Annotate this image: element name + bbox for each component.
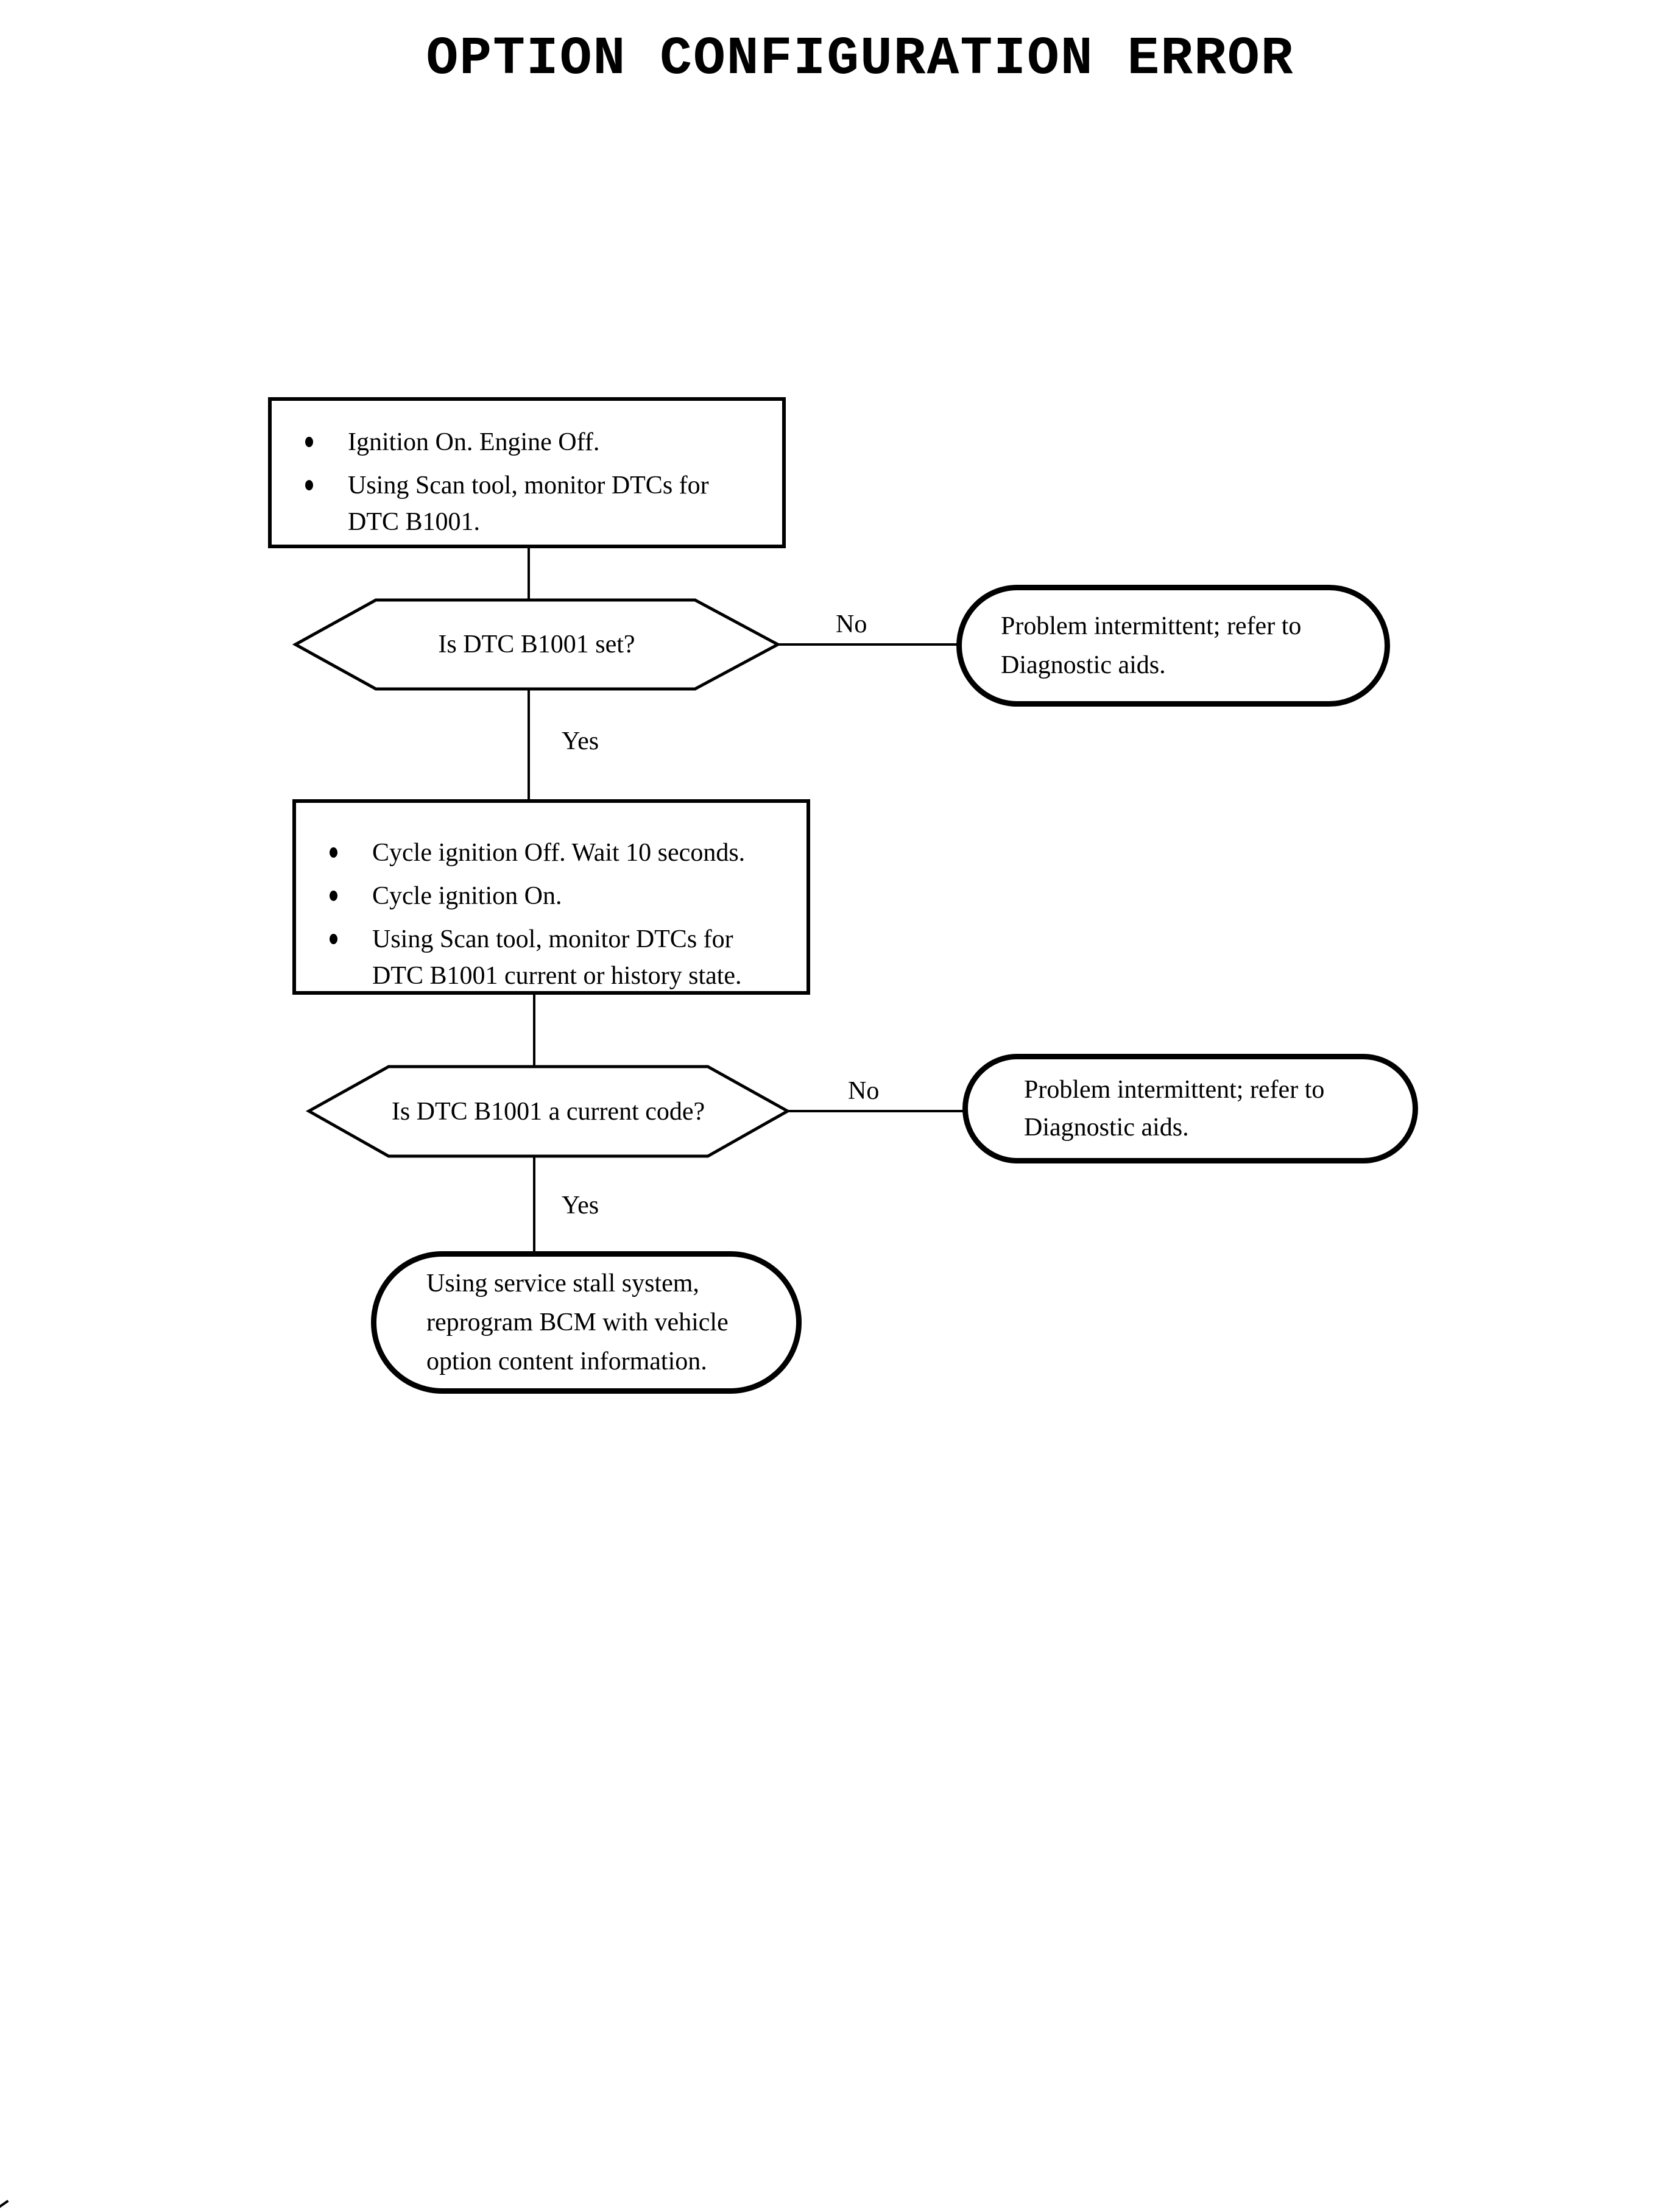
terminal-1-text: Problem intermittent; refer to Diagnostic aids.: [1001, 612, 1302, 679]
process-box-2: [292, 799, 810, 995]
step2-bullet-1-text: Cycle ignition Off. Wait 10 seconds.: [372, 839, 746, 867]
yes-label-1: Yes: [562, 727, 599, 755]
bullet-list: [296, 835, 806, 994]
terminal-box-3: [371, 1251, 802, 1394]
bullet-icon: [330, 934, 337, 944]
list-item: [296, 921, 806, 994]
bullet-icon: [330, 847, 337, 858]
list-item: [296, 878, 806, 914]
no-label-2: No: [848, 1077, 880, 1105]
bullet-icon: [305, 480, 313, 490]
yes-label-2: Yes: [562, 1191, 599, 1220]
terminal-box-1: [956, 585, 1390, 707]
list-item: [272, 424, 782, 461]
step2-bullet-3-text: Using Scan tool, monitor DTCs for DTC B1001 current or history state.: [372, 925, 742, 990]
terminal-2-text: Problem intermittent; refer to Diagnostic aids.: [1024, 1076, 1325, 1142]
list-item: [296, 835, 806, 871]
bullet-list: [272, 424, 782, 540]
decision-1-question: Is DTC B1001 set?: [438, 630, 635, 658]
step2-bullet-2-text: Cycle ignition On.: [372, 882, 562, 910]
page-title: OPTION CONFIGURATION ERROR: [426, 29, 1294, 90]
bullet-icon: [330, 891, 337, 901]
no-label-1: No: [836, 610, 867, 638]
step1-bullet-1-text: Ignition On. Engine Off.: [348, 428, 600, 456]
list-item: [272, 467, 782, 540]
process-box-1: [268, 397, 786, 548]
decision-2-question: Is DTC B1001 a current code?: [391, 1097, 705, 1126]
step1-bullet-2-text: Using Scan tool, monitor DTCs for DTC B1001.: [348, 471, 709, 536]
bullet-icon: [305, 437, 313, 447]
terminal-3-text: Using service stall system, reprogram BCM with vehicle option content information.: [426, 1269, 729, 1375]
terminal-box-2: [962, 1054, 1418, 1163]
